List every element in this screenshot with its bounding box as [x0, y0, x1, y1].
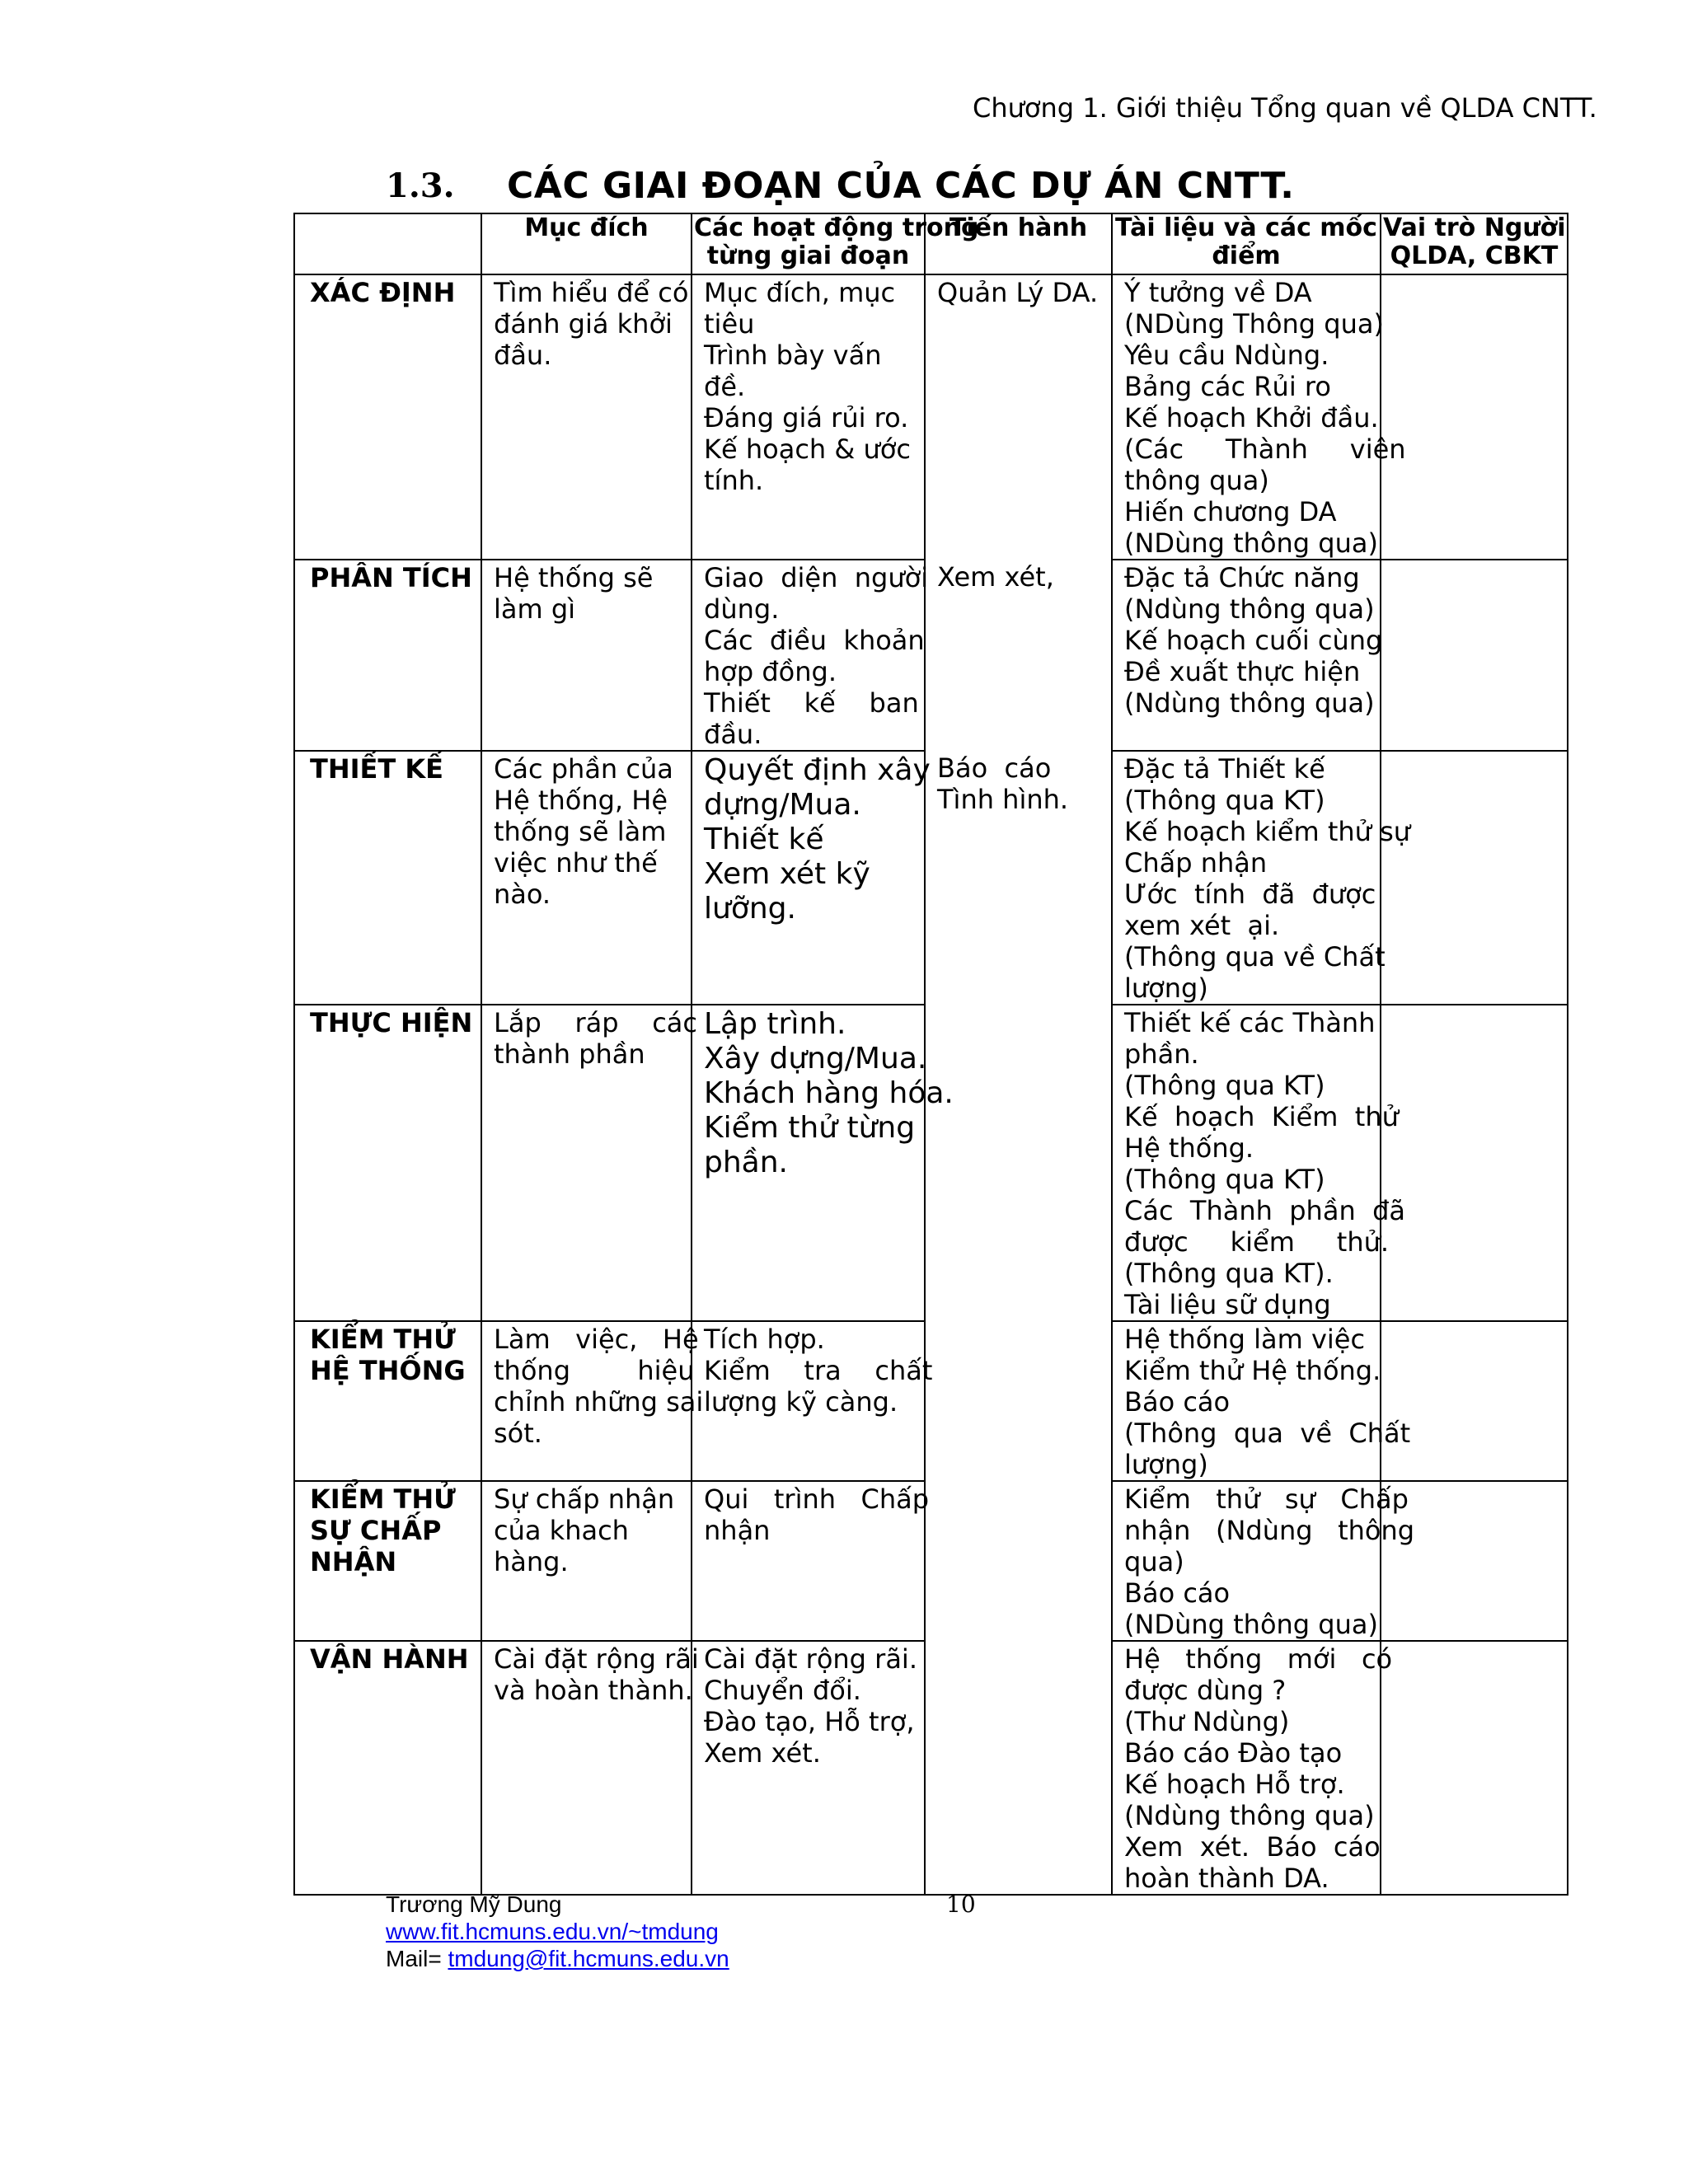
cell-line: Xem xét kỹ	[704, 857, 870, 891]
cell-line: chỉnh những sai	[494, 1386, 704, 1418]
cell-line: Ý tưởng về DA	[1124, 277, 1312, 308]
cell-line: được kiểm thử.	[1124, 1226, 1390, 1258]
roles-cell	[1381, 1321, 1568, 1481]
cell-line: Đáng giá rủi ro.	[704, 402, 909, 434]
cell-line: Kiểm thử từng	[704, 1111, 916, 1145]
column-header	[692, 213, 979, 274]
cell-line: Các điều khoản	[704, 625, 925, 656]
table-row	[294, 1481, 1568, 1641]
table-row	[294, 560, 1568, 751]
activities-cell	[692, 1321, 933, 1481]
table-row	[294, 1005, 1568, 1321]
cell-line: Qui trình Chấp	[704, 1483, 930, 1515]
cell-line: Làm việc, Hệ	[494, 1324, 699, 1355]
cell-line: Đào tạo, Hỗ trợ,	[704, 1706, 915, 1737]
cell-line: Kế hoạch Khởi đầu.	[1124, 402, 1379, 434]
cell-line: lượng)	[1124, 972, 1208, 1004]
activities-cell	[692, 751, 931, 1005]
cell-line: Đề xuất thực hiện	[1124, 656, 1361, 687]
cell-line: đầu.	[704, 719, 762, 750]
roles-cell	[1381, 1005, 1568, 1321]
cell-line: (Thông qua KT)	[1124, 1164, 1325, 1195]
cell-line: Quản Lý DA.	[937, 277, 1099, 308]
phase-name-cell	[294, 1641, 481, 1895]
cell-line: Xem xét. Báo cáo	[1124, 1831, 1381, 1863]
cell-line: THIẾT KẾ	[310, 753, 443, 785]
documents-cell	[1112, 1005, 1405, 1321]
cell-line: (Thư Ndùng)	[1124, 1706, 1290, 1737]
cell-line: Kế hoạch & ước	[704, 434, 911, 465]
cell-line: Hệ thống làm việc	[1124, 1324, 1366, 1355]
purpose-cell	[481, 1005, 697, 1321]
cell-line: nào.	[494, 879, 551, 910]
cell-line: qua)	[1124, 1546, 1184, 1577]
column-header-line: từng giai đoạn	[706, 241, 910, 270]
cell-line: đề.	[704, 371, 746, 402]
cell-line: Báo cáo	[937, 752, 1052, 784]
conduct-cell	[925, 1005, 1112, 1321]
phase-name-cell	[294, 274, 481, 560]
cell-line: Kế hoạch kiểm thử sự	[1124, 816, 1411, 847]
page-number: 10	[946, 1891, 976, 1918]
cell-line: (NDùng Thông qua)	[1124, 308, 1384, 340]
cell-line: lưỡng.	[704, 892, 796, 926]
cell-line: xem xét ại.	[1124, 910, 1280, 941]
cell-line: nhận (Ndùng thông	[1124, 1515, 1415, 1546]
cell-line: dựng/Mua.	[704, 788, 861, 822]
section-number: 1.3.	[386, 166, 455, 205]
cell-line: Kế hoạch Kiểm thử	[1124, 1101, 1399, 1132]
mail-label: Mail=	[386, 1946, 448, 1971]
documents-cell	[1112, 1641, 1393, 1895]
cell-line: XÁC ĐỊNH	[310, 277, 456, 308]
table-body	[294, 274, 1568, 1895]
cell-line: việc như thế	[494, 847, 658, 879]
cell-line: Thiết kế	[704, 823, 824, 856]
column-header	[1112, 213, 1381, 274]
purpose-cell	[481, 1481, 692, 1641]
cell-line: (Thông qua KT).	[1124, 1258, 1334, 1289]
cell-line: Bảng các Rủi ro	[1124, 371, 1331, 402]
cell-line: tiêu	[704, 308, 755, 340]
cell-line: Hiến chương DA	[1124, 496, 1337, 527]
cell-line: Kiểm thử sự Chấp	[1124, 1483, 1409, 1515]
cell-line: SỰ CHẤP	[310, 1515, 442, 1546]
cell-line: Báo cáo	[1124, 1577, 1231, 1609]
cell-line: Lắp ráp các	[494, 1007, 697, 1038]
footer	[386, 1891, 729, 1972]
activities-cell	[692, 560, 929, 751]
conduct-cell	[925, 1321, 1112, 1481]
documents-cell	[1112, 560, 1381, 751]
phase-name-cell	[294, 1481, 481, 1641]
phase-name-cell	[294, 1005, 481, 1321]
documents-cell	[1112, 751, 1411, 1005]
cell-line: PHÂN TÍCH	[310, 562, 472, 593]
table-row	[294, 274, 1568, 560]
roles-cell	[1381, 560, 1568, 751]
cell-line: Giao diện người	[704, 562, 929, 593]
column-header-line: Tiến hành	[949, 213, 1088, 242]
cell-line: hàng.	[494, 1546, 569, 1577]
cell-line: HỆ THỐNG	[310, 1355, 466, 1386]
roles-cell	[1381, 1641, 1568, 1895]
cell-line: đánh giá khởi	[494, 308, 673, 340]
table-row	[294, 1321, 1568, 1481]
table-row	[294, 751, 1568, 1005]
conduct-cell	[925, 751, 1112, 1005]
cell-line: hoàn thành DA.	[1124, 1863, 1329, 1894]
cell-line: Khách hàng hóa.	[704, 1076, 954, 1110]
cell-line: tính.	[704, 465, 764, 496]
phase-name-cell	[294, 751, 481, 1005]
conduct-cell	[925, 1481, 1112, 1641]
table-row	[294, 1641, 1568, 1895]
documents-cell	[1112, 1321, 1411, 1481]
cell-line: làm gì	[494, 593, 576, 625]
author-name: Trương Mỹ Dung	[386, 1891, 562, 1917]
cell-line: Xem xét.	[704, 1737, 821, 1769]
cell-line: Trình bày vấn	[704, 340, 882, 371]
cell-line: thống hiệu	[494, 1355, 695, 1386]
cell-line: Sự chấp nhận	[494, 1483, 675, 1515]
cell-line: KIỂM THỬ	[310, 1483, 456, 1515]
cell-line: (Ndùng thông qua)	[1124, 687, 1375, 719]
roles-cell	[1381, 1481, 1568, 1641]
cell-line: Ước tính đã được	[1124, 879, 1376, 910]
cell-line: (Các Thành viên	[1124, 434, 1406, 465]
cell-line: Lập trình.	[704, 1007, 846, 1041]
cell-line: (Thông qua KT)	[1124, 1070, 1325, 1101]
cell-line: (NDùng thông qua)	[1124, 1609, 1378, 1640]
cell-line: và hoàn thành.	[494, 1675, 693, 1706]
cell-line: KIỂM THỬ	[310, 1324, 456, 1355]
conduct-cell	[925, 274, 1112, 560]
cell-line: Thiết kế các Thành	[1124, 1007, 1376, 1038]
cell-line: lượng)	[1124, 1449, 1208, 1480]
cell-line: Hệ thống sẽ	[494, 562, 654, 593]
cell-line: (Thông qua về Chất	[1124, 941, 1386, 972]
cell-line: NHẬN	[310, 1546, 397, 1577]
cell-line: dùng.	[704, 593, 780, 625]
phase-name-cell	[294, 560, 481, 751]
purpose-cell	[481, 274, 692, 560]
conduct-cell	[925, 560, 1112, 751]
column-header-line: điểm	[1212, 241, 1281, 270]
section-title: CÁC GIAI ĐOẠN CỦA CÁC DỰ ÁN CNTT.	[507, 165, 1295, 207]
cell-line: Chấp nhận	[1124, 847, 1268, 879]
cell-line: Tài liệu sữ dụng	[1124, 1289, 1331, 1320]
website-link[interactable]: www.fit.hcmuns.edu.vn/~tmdung	[386, 1919, 719, 1944]
activities-cell	[692, 1005, 954, 1321]
cell-line: Kiểm thử Hệ thống.	[1124, 1355, 1381, 1386]
cell-line: (Ndùng thông qua)	[1124, 1800, 1375, 1831]
column-header-line: Vai trò Người	[1383, 213, 1566, 242]
cell-line: THỰC HIỆN	[310, 1007, 473, 1038]
cell-line: Chuyển đổi.	[704, 1675, 861, 1706]
cell-line: (NDùng thông qua)	[1124, 527, 1378, 559]
cell-line: Báo cáo	[1124, 1386, 1231, 1418]
cell-line: của khach	[494, 1515, 629, 1546]
column-header-line: QLDA, CBKT	[1390, 241, 1559, 270]
activities-cell	[692, 1641, 925, 1895]
purpose-cell	[481, 751, 692, 1005]
cell-line: Hệ thống mới có	[1124, 1643, 1393, 1675]
cell-line: Cài đặt rộng rãi	[494, 1643, 699, 1675]
cell-line: lượng kỹ càng.	[704, 1386, 898, 1418]
activities-cell	[692, 1481, 930, 1641]
purpose-cell	[481, 1641, 699, 1895]
cell-line: Xem xét,	[937, 561, 1054, 593]
cell-line: Hệ thống.	[1124, 1132, 1254, 1164]
cell-line: (Ndùng thông qua)	[1124, 593, 1375, 625]
cell-line: phần.	[1124, 1038, 1199, 1070]
table-header-row	[294, 213, 1568, 274]
cell-line: (Thông qua về Chất	[1124, 1418, 1411, 1449]
roles-cell	[1381, 751, 1568, 1005]
cell-line: Xây dựng/Mua.	[704, 1042, 927, 1076]
column-header-line: Mục đích	[524, 213, 649, 242]
purpose-cell	[481, 560, 692, 751]
cell-line: Mục đích, mục	[704, 277, 896, 308]
cell-line: Kiểm tra chất	[704, 1355, 933, 1386]
cell-line: Tìm hiểu để có	[494, 277, 689, 308]
cell-line: phần.	[704, 1146, 788, 1179]
cell-line: Các phần của	[494, 753, 673, 785]
cell-line: Yêu cầu Ndùng.	[1124, 340, 1329, 371]
cell-line: (Thông qua KT)	[1124, 785, 1325, 816]
column-header-line: Tài liệu và các mốc	[1115, 213, 1377, 242]
cell-line: Thiết kế ban	[704, 687, 919, 719]
cell-line: Cài đặt rộng rãi.	[704, 1643, 917, 1675]
activities-cell	[692, 274, 925, 560]
cell-line: Đặc tả Chức năng	[1124, 562, 1360, 593]
cell-line: đầu.	[494, 340, 552, 371]
documents-cell	[1112, 274, 1406, 560]
email-link[interactable]: tmdung@fit.hcmuns.edu.vn	[448, 1946, 729, 1971]
conduct-cell	[925, 1641, 1112, 1895]
cell-line: thông qua)	[1124, 465, 1269, 496]
column-header	[1381, 213, 1568, 274]
cell-line: Tích hợp.	[704, 1324, 825, 1355]
cell-line: Các Thành phần đã	[1124, 1195, 1405, 1226]
cell-line: hợp đồng.	[704, 656, 837, 687]
cell-line: nhận	[704, 1515, 771, 1546]
column-header	[925, 213, 1112, 274]
cell-line: Kế hoạch cuối cùng	[1124, 625, 1383, 656]
cell-line: Hệ thống, Hệ	[494, 785, 668, 816]
column-header	[294, 213, 481, 274]
cell-line: VẬN HÀNH	[310, 1643, 469, 1675]
cell-line: thành phần	[494, 1038, 645, 1070]
phases-table	[293, 213, 1568, 1896]
documents-cell	[1112, 1481, 1415, 1641]
column-header	[481, 213, 692, 274]
cell-line: thống sẽ làm	[494, 816, 667, 847]
cell-line: sót.	[494, 1418, 542, 1449]
chapter-header: Chương 1. Giới thiệu Tổng quan về QLDA CNTT.	[973, 92, 1597, 124]
cell-line: Kế hoạch Hỗ trợ.	[1124, 1769, 1345, 1800]
cell-line: Tình hình.	[937, 784, 1069, 815]
roles-cell	[1381, 274, 1568, 560]
cell-line: Quyết định xây	[704, 753, 931, 787]
cell-line: được dùng ?	[1124, 1675, 1287, 1706]
cell-line: Đặc tả Thiết kế	[1124, 753, 1325, 785]
cell-line: Báo cáo Đào tạo	[1124, 1737, 1343, 1769]
purpose-cell	[481, 1321, 704, 1481]
phase-name-cell	[294, 1321, 481, 1481]
column-header-line: Các hoạt động trong	[694, 213, 979, 242]
